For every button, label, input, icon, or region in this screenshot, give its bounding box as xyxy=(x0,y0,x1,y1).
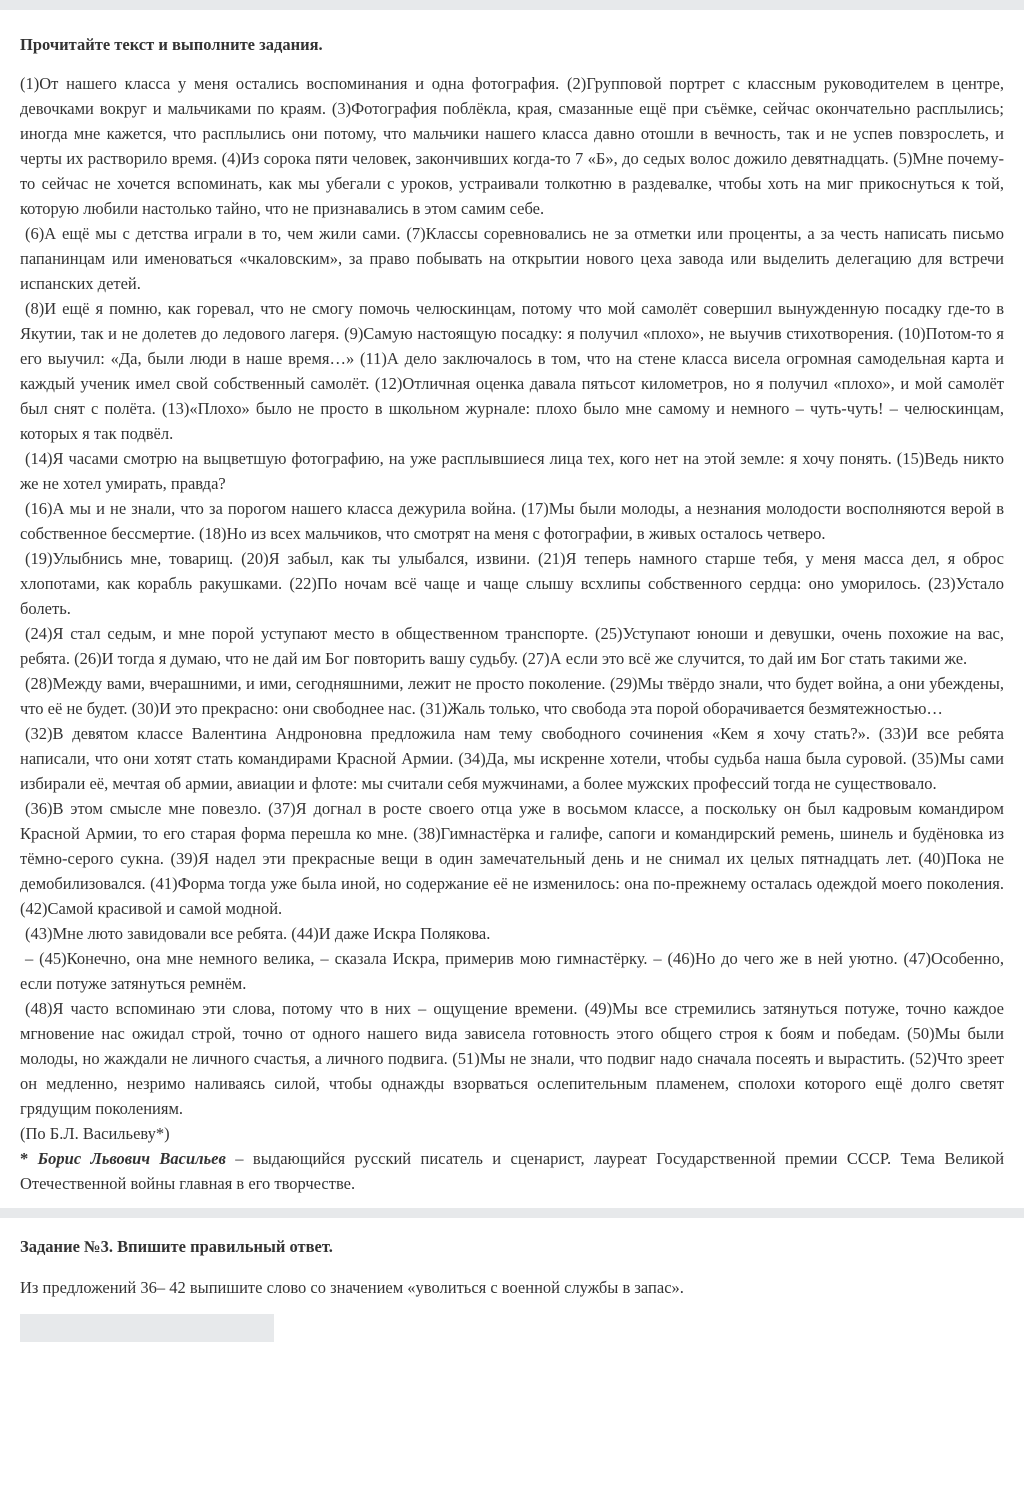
passage-section xyxy=(0,10,1024,1196)
task-section xyxy=(0,1218,1024,1342)
top-divider xyxy=(0,0,1024,10)
paragraph-10: (36)В этом смысле мне повезло. (37)Я догнал в росте своего отца уже в восьмом классе, а поскольку он был кадровым командиром Красной Армии, то его старая форма перешла ко мне. (38)Гимнастёрка и галифе, сапоги и командирский ремень, шинель и будёновка из тёмно-серого сукна. (39)Я надел эти прекрасные вещи в один замечательный день и не снимал их целых пятнадцать лет. (40)Пока не демобилизовался. (41)Форма тогда уже была иной, но содержание её не изменилось: она по-прежнему осталась одеждой моего поколения. (42)Самой красивой и самой модной. xyxy=(20,799,1004,918)
author-description: – выдающийся русский писатель и сценарист, лауреат Государственной премии СССР. Тема Великой Отечественной войны главная в его творчестве. xyxy=(20,1149,1005,1193)
paragraph-1: (1)От нашего класса у меня остались воспоминания и одна фотография. (2)Групповой портрет с классным руководителем в центре, девочками вокруг и мальчиками по краям. (3)Фотография поблёкла, края, смазанные ещё при съёмке, сейчас окончательно расплылись; иногда мне кажется, что расплылись они потому, что мальчики нашего класса давно отошли в вечность, так и не успев повзрослеть, и черты их растворило время. (4)Из сорока пяти человек, закончивших когда-то 7 «Б», до седых волос дожило девятнадцать. (5)Мне почему-то сейчас не хочется вспоминать, как мы убегали с уроков, устраивали толкотню в раздевалке, чтобы хоть на миг прикоснуться к той, которую любили настолько тайно, что не признавались в этом самим себе. xyxy=(20,74,1004,218)
paragraph-5: (16)А мы и не знали, что за порогом нашего класса дежурила война. (17)Мы были молоды, а незнания молодости восполняются верой в собственное бессмертие. (18)Но из всех мальчиков, что смотрят на меня с фотографии, в живых осталось четверо. xyxy=(20,499,1004,543)
instruction-heading: Прочитайте текст и выполните задания. xyxy=(20,35,323,54)
paragraph-2: (6)А ещё мы с детства играли в то, чем жили сами. (7)Классы соревновались не за отметки или проценты, а за честь написать письмо папанинцам или именоваться «чкаловским», за право побывать на открытии нового цеха завода или выделить делегацию для встречи испанских детей. xyxy=(20,224,1004,293)
task-title: Задание №3. Впишите правильный ответ. xyxy=(20,1237,333,1256)
paragraph-11: (43)Мне люто завидовали все ребята. (44)И даже Искра Полякова. xyxy=(25,924,491,943)
paragraph-9: (32)В девятом классе Валентина Андроновна предложила нам тему свободного сочинения «Кем я хочу стать?». (33)И все ребята написали, что они хотят стать командирами Красной Армии. (34)Да, мы искренне хотели, чтобы судьба наша была суровой. (35)Мы сами избирали её, мечтая об армии, авиации и флоте: мы считали себя мужчинами, а более мужских профессий тогда не существовало. xyxy=(20,724,1004,793)
paragraph-6: (19)Улыбнись мне, товарищ. (20)Я забыл, как ты улыбался, извини. (21)Я теперь намного старше тебя, у меня масса дел, я оброс хлопотами, как корабль ракушками. (22)По ночам всё чаще и чаще слышу всхлипы собственного сердца: оно уморилось. (23)Устало болеть. xyxy=(20,549,1004,618)
source-citation: (По Б.Л. Васильеву*) xyxy=(20,1124,170,1143)
task-question: Из предложений 36– 42 выпишите слово со значением «уволиться с военной службы в запас». xyxy=(20,1278,684,1297)
author-footnote xyxy=(20,1146,1004,1196)
paragraph-12: – (45)Конечно, она мне немного велика, – сказала Искра, примерив мою гимнастёрку. – (46)Но до чего же в ней уютно. (47)Особенно, если потуже затянуться ремнём. xyxy=(20,949,1004,993)
answer-input[interactable] xyxy=(20,1314,274,1342)
paragraph-4: (14)Я часами смотрю на выцветшую фотографию, на уже расплывшиеся лица тех, кого нет на этой земле: я хочу понять. (15)Ведь никто же не хотел умирать, правда? xyxy=(20,449,1004,493)
paragraph-7: (24)Я стал седым, и мне порой уступают место в общественном транспорте. (25)Уступают юноши и девушки, очень похожие на вас, ребята. (26)И тогда я думаю, что не дай им Бог повторить вашу судьбу. (27)А если это всё же случится, то дай им Бог стать такими же. xyxy=(20,624,1004,668)
paragraph-13: (48)Я часто вспоминаю эти слова, потому что в них – ощущение времени. (49)Мы все стремились затянуться потуже, точно каждое мгновение нас ожидал строй, точно от одного нашего вида зависела готовность этого общего строя к боям и победам. (50)Мы были молоды, но жаждали не личного счастья, а личного подвига. (51)Мы не знали, что подвиг надо сначала посеять и вырастить. (52)Что зреет он медленно, незримо наливаясь силой, чтобы однажды взорваться ослепительным пламенем, сполохи которого ещё долго светят грядущим поколениям. xyxy=(20,999,1004,1118)
section-divider xyxy=(0,1208,1024,1218)
paragraph-8: (28)Между вами, вчерашними, и ими, сегодняшними, лежит не просто поколение. (29)Мы твёрдо знали, что будет война, а они убеждены, что её не будет. (30)И это прекрасно: они свободнее нас. (31)Жаль только, что свобода эта порой оборачивается безмятежностью… xyxy=(20,674,1004,718)
footnote-star: * xyxy=(20,1149,29,1168)
paragraph-3: (8)И ещё я помню, как горевал, что не смогу помочь челюскинцам, потому что мой самолёт совершил вынужденную посадку где-то в Якутии, так и не долетев до ледового лагеря. (9)Самую настоящую посадку: я получил «плохо», не выучив стихотворения. (10)Потом-то я его выучил: «Да, были люди в наше время…» (11)А дело заключалось в том, что на стене класса висела огромная самодельная карта и каждый ученик имел свой собственный самолёт. (12)Отличная оценка давала пятьсот километров, но я получил «плохо», и мой самолёт был снят с полёта. (13)«Плохо» было не просто в школьном журнале: плохо было мне самому и немного – чуть-чуть! – челюскинцам, которых я так подвёл. xyxy=(20,299,1004,443)
author-name: Борис Львович Васильев xyxy=(37,1149,226,1168)
passage-text xyxy=(20,71,1004,1121)
